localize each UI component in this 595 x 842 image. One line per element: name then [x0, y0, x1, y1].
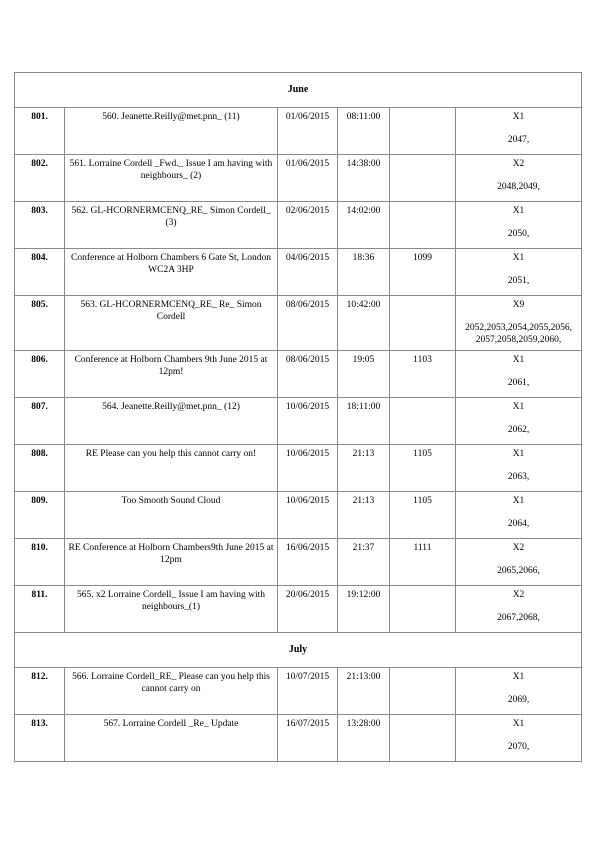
entry-item-ids: 2064, [507, 519, 530, 529]
entry-number: 805. [15, 296, 65, 351]
table-row [15, 296, 582, 351]
entry-item-ids: 2070, [507, 742, 530, 752]
entry-item-count: X9 [512, 300, 525, 310]
entry-number: 802. [15, 155, 65, 202]
entry-item-count: X1 [512, 496, 525, 506]
entry-number: 807. [15, 398, 65, 445]
entry-item-ids: 2065,2066, [497, 566, 540, 576]
entry-item-ids: 2052,2053,2054,2055,2056, 2057,2058,2059,2060, [465, 323, 572, 345]
entry-item-ids: 2061, [507, 378, 530, 388]
entry-time: 18:11:00 [338, 398, 390, 445]
entry-number: 812. [15, 668, 65, 715]
entry-description: 560. Jeanette.Reilly@met.pnn_ (11) [65, 108, 278, 155]
table-row [15, 492, 582, 539]
document-log-table [14, 72, 582, 762]
entry-code [390, 202, 456, 249]
entry-reference [456, 202, 582, 249]
entry-reference [456, 249, 582, 296]
entry-reference [456, 586, 582, 633]
entry-reference [456, 445, 582, 492]
entry-number: 803. [15, 202, 65, 249]
table-row [15, 249, 582, 296]
entry-date: 08/06/2015 [278, 296, 338, 351]
entry-item-ids: 2062, [507, 425, 530, 435]
entry-time: 19:05 [338, 351, 390, 398]
entry-description: 562. GL-HCORNERMCENQ_RE_ Simon Cordell_ (3) [65, 202, 278, 249]
table-row [15, 398, 582, 445]
entry-description: 564. Jeanette.Reilly@met.pnn_ (12) [65, 398, 278, 445]
entry-time: 19:12:00 [338, 586, 390, 633]
entry-date: 04/06/2015 [278, 249, 338, 296]
entry-item-count: X1 [512, 449, 525, 459]
table-row [15, 445, 582, 492]
entry-time: 21:37 [338, 539, 390, 586]
entry-date: 16/06/2015 [278, 539, 338, 586]
entry-reference [456, 539, 582, 586]
month-header-row [15, 73, 582, 108]
entry-date: 02/06/2015 [278, 202, 338, 249]
entry-reference [456, 668, 582, 715]
table-row [15, 586, 582, 633]
entry-item-count: X2 [512, 543, 525, 553]
entry-date: 10/06/2015 [278, 445, 338, 492]
entry-item-count: X1 [512, 253, 525, 263]
month-header-row [15, 633, 582, 668]
entry-item-count: X1 [512, 402, 525, 412]
entry-description: 567. Lorraine Cordell _Re_ Update [65, 715, 278, 762]
entry-code [390, 586, 456, 633]
table-row [15, 351, 582, 398]
entry-time: 13:28:00 [338, 715, 390, 762]
entry-item-ids: 2069, [507, 695, 530, 705]
entry-time: 14:38:00 [338, 155, 390, 202]
entry-number: 808. [15, 445, 65, 492]
entry-item-count: X2 [512, 159, 525, 169]
entry-reference [456, 715, 582, 762]
entry-code [390, 108, 456, 155]
entry-code [390, 715, 456, 762]
entry-description: 566. Lorraine Cordell_RE_ Please can you help this cannot carry on [65, 668, 278, 715]
entry-item-count: X1 [512, 112, 525, 122]
entry-reference [456, 296, 582, 351]
entry-item-count: X1 [512, 719, 525, 729]
table-row [15, 539, 582, 586]
entry-code: 1105 [390, 492, 456, 539]
entry-date: 01/06/2015 [278, 108, 338, 155]
entry-item-ids: 2051, [507, 276, 530, 286]
entry-date: 10/07/2015 [278, 668, 338, 715]
entry-description: Conference at Holborn Chambers 6 Gate St, London WC2A 3HP [65, 249, 278, 296]
entry-item-ids: 2050, [507, 229, 530, 239]
entry-number: 810. [15, 539, 65, 586]
entry-description: RE Please can you help this cannot carry on! [65, 445, 278, 492]
entry-code [390, 398, 456, 445]
entry-date: 20/06/2015 [278, 586, 338, 633]
entry-code: 1111 [390, 539, 456, 586]
entry-number: 811. [15, 586, 65, 633]
entry-item-ids: 2063, [507, 472, 530, 482]
entry-item-count: X1 [512, 206, 525, 216]
entry-description: 561. Lorraine Cordell _Fwd._ Issue I am having with neighbours_ (2) [65, 155, 278, 202]
table-row [15, 155, 582, 202]
entry-reference [456, 351, 582, 398]
table-row [15, 108, 582, 155]
entry-description: 563. GL-HCORNERMCENQ_RE_ Re_ Simon Cordell [65, 296, 278, 351]
table-row [15, 202, 582, 249]
entry-description: Conference at Holborn Chambers 9th June 2015 at 12pm! [65, 351, 278, 398]
entry-description: 565. x2 Lorraine Cordell_ Issue I am having with neighbours_(1) [65, 586, 278, 633]
table-row [15, 715, 582, 762]
entry-description: RE Conference at Holborn Chambers9th June 2015 at 12pm [65, 539, 278, 586]
month-heading: June [15, 73, 582, 108]
entry-number: 809. [15, 492, 65, 539]
entry-code [390, 155, 456, 202]
entry-date: 10/06/2015 [278, 492, 338, 539]
entry-description: Too Smooth Sound Cloud [65, 492, 278, 539]
entry-code [390, 296, 456, 351]
entry-time: 14:02:00 [338, 202, 390, 249]
entry-time: 10:42:00 [338, 296, 390, 351]
entry-time: 21:13 [338, 445, 390, 492]
entry-date: 16/07/2015 [278, 715, 338, 762]
entry-reference [456, 108, 582, 155]
entry-time: 08:11:00 [338, 108, 390, 155]
entry-code: 1099 [390, 249, 456, 296]
entry-number: 806. [15, 351, 65, 398]
entry-reference [456, 492, 582, 539]
table-row [15, 668, 582, 715]
entry-reference [456, 398, 582, 445]
log-table-body [15, 73, 582, 762]
entry-item-ids: 2067,2068, [497, 613, 540, 623]
entry-date: 08/06/2015 [278, 351, 338, 398]
entry-reference [456, 155, 582, 202]
entry-number: 801. [15, 108, 65, 155]
entry-code: 1103 [390, 351, 456, 398]
entry-code: 1105 [390, 445, 456, 492]
entry-item-ids: 2048,2049, [497, 182, 540, 192]
entry-item-ids: 2047, [507, 135, 530, 145]
entry-item-count: X1 [512, 672, 525, 682]
entry-time: 21:13:00 [338, 668, 390, 715]
month-heading: July [15, 633, 582, 668]
entry-date: 10/06/2015 [278, 398, 338, 445]
entry-number: 813. [15, 715, 65, 762]
entry-time: 18:36 [338, 249, 390, 296]
entry-time: 21:13 [338, 492, 390, 539]
entry-number: 804. [15, 249, 65, 296]
entry-code [390, 668, 456, 715]
entry-item-count: X2 [512, 590, 525, 600]
entry-date: 01/06/2015 [278, 155, 338, 202]
entry-item-count: X1 [512, 355, 525, 365]
